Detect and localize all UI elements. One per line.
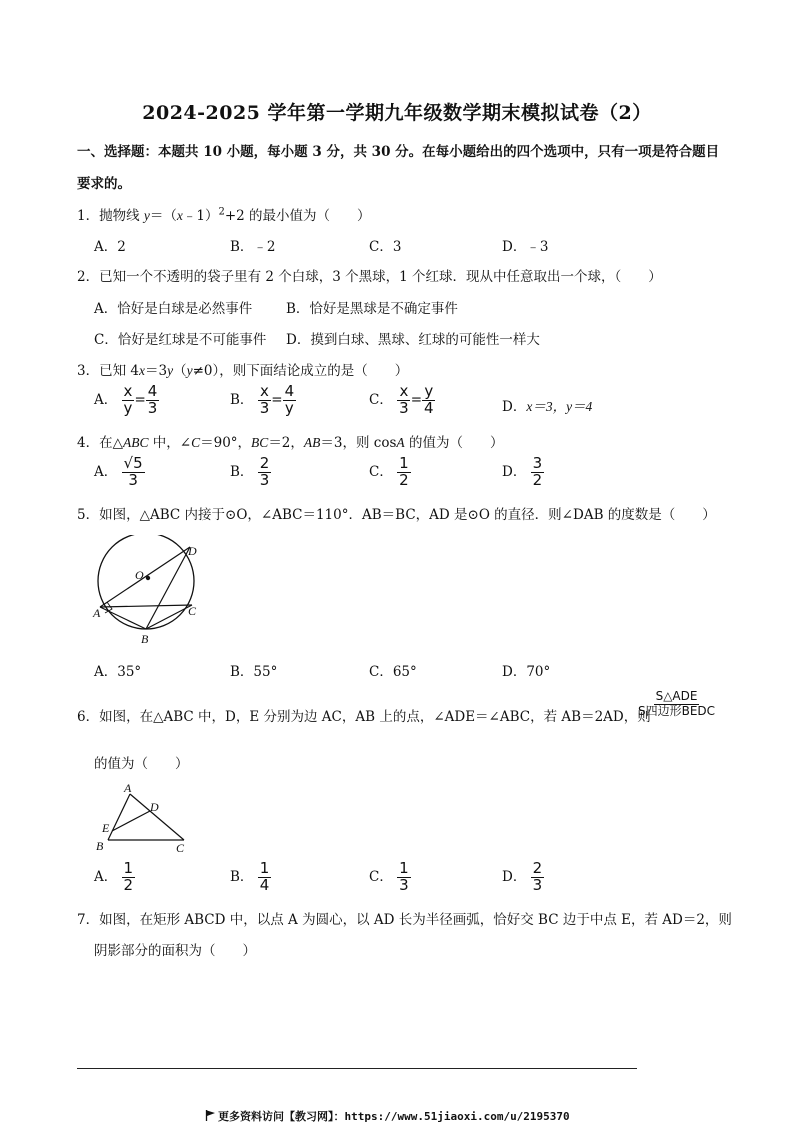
label-b: B [96,839,104,853]
question-6-option-d: D． $\frac{2}{3}$ [502,859,543,894]
question-6-option-b: B． $\frac{1}{4}$ [230,859,270,894]
question-5-option-c: C．65° [369,664,417,680]
center-dot [146,576,150,580]
question-5-option-d: D．70° [502,664,551,680]
footer-divider [77,1068,637,1069]
question-6-stem-cont: 的值为（ ） [94,756,189,772]
question-5-option-a: A．35° [94,664,142,680]
label-a: A [124,782,132,795]
question-2-option-d: D．摸到白球、黑球、红球的可能性一样大 [286,332,540,348]
question-1-option-c: C．3 [369,239,402,255]
question-1-option-b: B．﹣2 [230,239,276,255]
question-6-area-ratio: $\frac{\text{S△ADE}}{\text{S四边形BEDC}}$ [638,689,716,718]
question-5-stem: 5．如图，△ABC 内接于⊙O，∠ABC＝110°．AB＝BC，AD 是⊙O 的直径．则∠DAB 的度数是（ ） [77,507,716,523]
question-1-stem: 1．抛物线 y＝（x﹣1）$^2$+2 的最小值为（ ） [77,206,371,224]
question-2-option-b: B．恰好是黑球是不确定事件 [286,301,458,317]
segment-ac [100,605,192,607]
diameter-ad [100,547,190,607]
question-3-option-b: B． $\frac{x}{3}$ = $\frac{4}{y}$ [230,382,295,417]
side-ab [108,794,130,840]
question-5-option-b: B．55° [230,664,278,680]
label-o: O [135,568,144,582]
question-7-stem-cont: 阴影部分的面积为（ ） [94,943,256,959]
question-4-option-c: C． $\frac{1}{2}$ [369,454,409,489]
question-6-option-c: C． $\frac{1}{3}$ [369,859,409,894]
question-5-circle-figure [88,535,218,650]
circle-o [98,535,194,629]
question-4-option-b: B． $\frac{2}{3}$ [230,454,270,489]
footer-link[interactable]: 更多资料访问【教习网】：https://www.51jiaoxi.com/u/2195370 [205,1108,570,1124]
label-b: B [141,632,149,646]
flag-icon [205,1110,215,1121]
section-heading-cont: 要求的。 [77,176,131,192]
question-4-option-d: D． $\frac{3}{2}$ [502,454,543,489]
question-1-option-d: D．﹣3 [502,239,549,255]
label-d: D [188,544,197,558]
question-2-option-c: C．恰好是红球是不可能事件 [94,332,267,348]
question-3-stem: 3．已知 4x＝3y（y≠0），则下面结论成立的是（ ） [77,363,409,379]
label-c: C [176,841,185,854]
question-1-option-a: A．2 [94,239,126,255]
label-c: C [188,604,197,618]
page-title: 2024-2025 学年第一学期九年级数学期末模拟试卷（2） [142,102,652,124]
question-7-stem: 7．如图，在矩形 ABCD 中，以点 A 为圆心，以 AD 长为半径画弧，恰好交 BC 边于中点 E，若 AD＝2，则 [77,912,732,928]
question-2-option-a: A．恰好是白球是必然事件 [94,301,253,317]
question-3-option-c: C． $\frac{x}{3}$ = $\frac{y}{4}$ [369,382,434,417]
question-6-stem: 6．如图，在△ABC 中，D，E 分别为边 AC，AB 上的点，∠ADE＝∠ABC，若 AB＝2AD，则 [77,709,651,725]
question-2-stem: 2．已知一个不透明的袋子里有 2 个白球，3 个黑球，1 个红球．现从中任意取出一个球，（ ） [77,269,662,285]
label-a: A [93,606,101,620]
question-3-option-d: D．x＝3，y＝4 [502,399,593,415]
segment-bd [146,547,190,629]
question-3-option-a: A． $\frac{x}{y}$ = $\frac{4}{3}$ [94,382,158,417]
question-6-triangle-figure [90,782,200,854]
label-e: E [102,821,110,835]
question-6-option-a: A． $\frac{1}{2}$ [94,859,134,894]
question-4-stem: 4．在△ABC 中，∠C＝90°，BC＝2，AB＝3，则 cosA 的值为（ ） [77,435,504,451]
label-d: D [150,800,159,814]
section-heading: 一、选择题：本题共 10 小题，每小题 3 分，共 30 分。在每小题给出的四个选项中，只有一项是符合题目 [77,144,720,160]
segment-ab [100,607,146,629]
question-4-option-a: A． $\frac{√5}{3}$ [94,454,143,489]
